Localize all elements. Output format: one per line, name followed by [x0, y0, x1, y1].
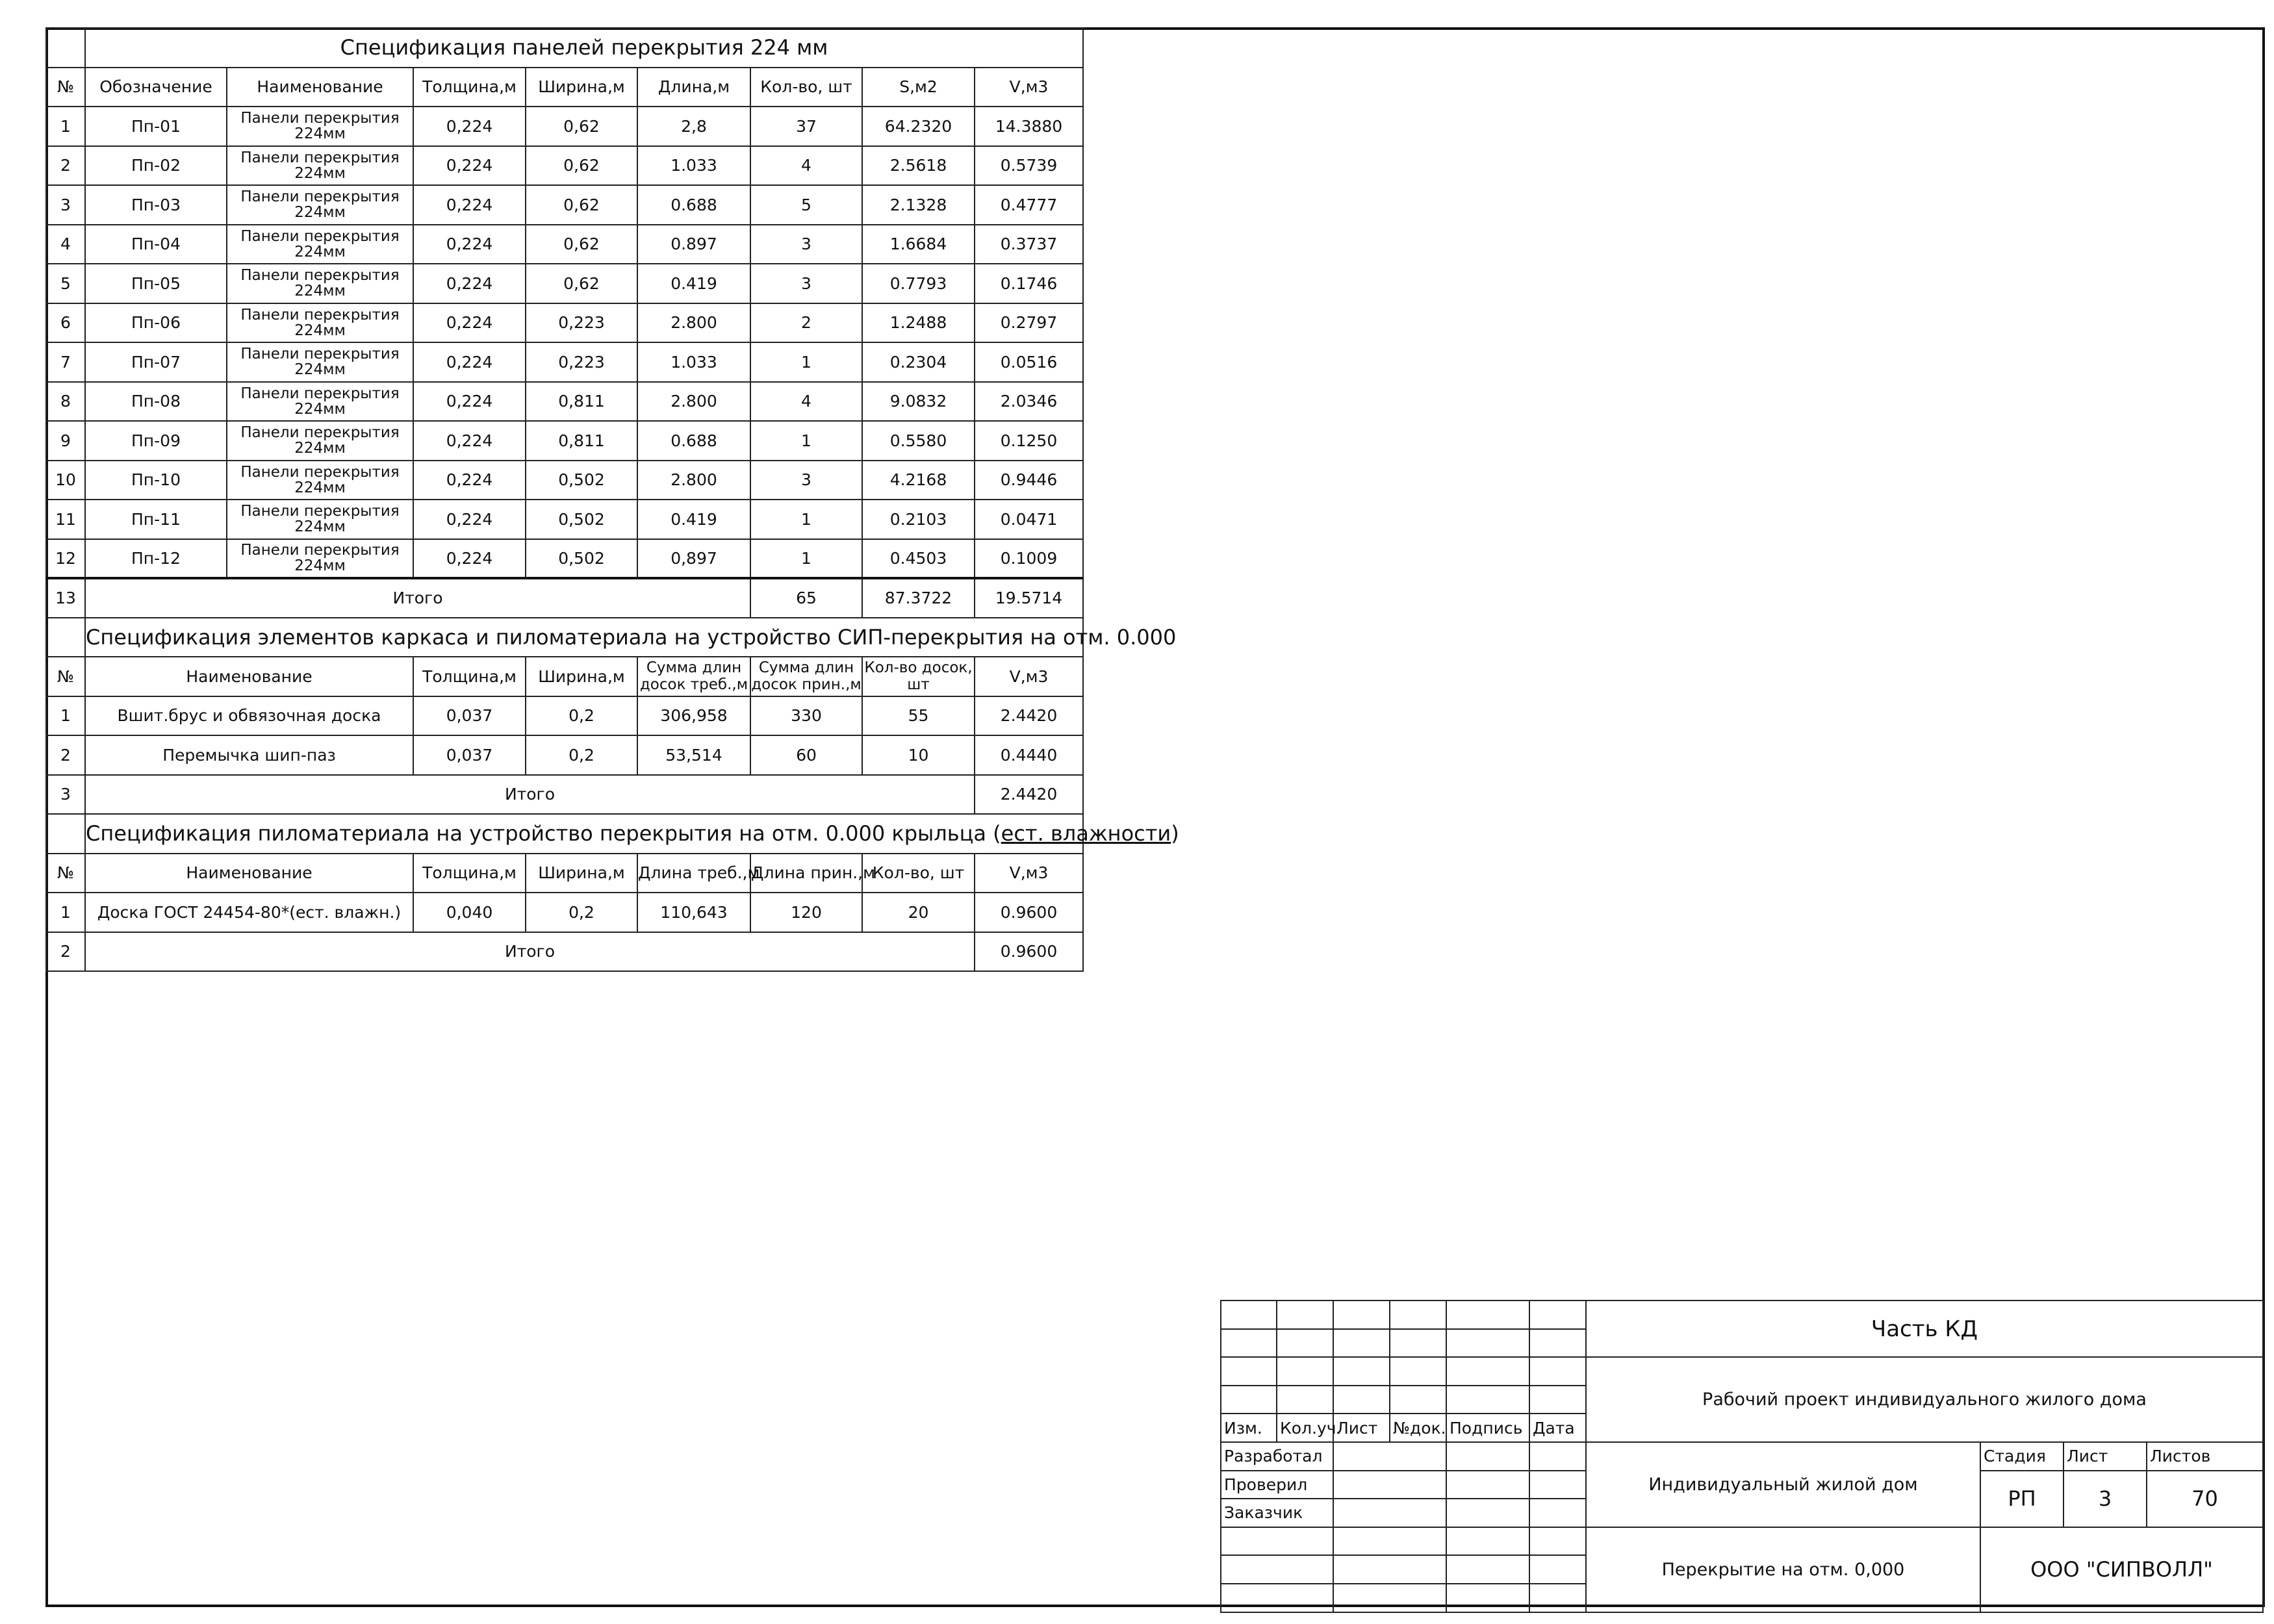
total-volume: 19.5714 — [975, 578, 1083, 618]
column-header: № — [46, 68, 85, 107]
stamp-cell — [1221, 1329, 1277, 1358]
stamp-cell — [1221, 1584, 1333, 1612]
table-cell: 2.5618 — [862, 146, 975, 186]
table-cell: 0.688 — [637, 185, 750, 225]
table-cell: 0.4503 — [862, 539, 975, 579]
table-cell: 9 — [46, 421, 85, 461]
stamp-cell — [1221, 1386, 1277, 1414]
table-cell: 306,958 — [637, 696, 750, 736]
table-cell: 0,224 — [413, 539, 526, 579]
stamp-cell — [1277, 1300, 1333, 1329]
table-cell: 0,2 — [526, 893, 637, 932]
column-header: Кол-во, шт — [862, 854, 975, 893]
table-cell: 0,223 — [526, 342, 637, 382]
table-cell: 0,502 — [526, 539, 637, 579]
stamp-cell — [1333, 1584, 1446, 1612]
stamp-cell — [1446, 1499, 1529, 1527]
table-cell: 1.6684 — [862, 225, 975, 264]
table-cell: Панели перекрытия 224мм — [227, 225, 413, 264]
column-header: Длина треб.,м — [637, 854, 750, 893]
table-cell: 0,62 — [526, 225, 637, 264]
stamp-cell — [1221, 1300, 1277, 1329]
stamp-cell — [1529, 1555, 1586, 1584]
table-cell: Пп-06 — [85, 303, 227, 343]
table-cell: 0.419 — [637, 264, 750, 303]
table-cell: 1.033 — [637, 342, 750, 382]
table-cell: Пп-10 — [85, 461, 227, 500]
table-cell: 10 — [46, 461, 85, 500]
table-cell: 12 — [46, 539, 85, 579]
column-header: Кол-во досок, шт — [862, 657, 975, 696]
table-cell: Панели перекрытия 224мм — [227, 107, 413, 146]
table-cell: 2.4420 — [975, 696, 1083, 736]
table-cell: Панели перекрытия 224мм — [227, 382, 413, 422]
table-cell: Пп-01 — [85, 107, 227, 146]
stamp-cell — [1529, 1329, 1586, 1358]
table-cell: Пп-05 — [85, 264, 227, 303]
stamp-object: Индивидуальный жилой дом — [1586, 1442, 1980, 1527]
table-cell: Панели перекрытия 224мм — [227, 264, 413, 303]
stamp-cell — [1529, 1471, 1586, 1499]
table-cell: 0.9600 — [975, 893, 1083, 932]
table-cell: Панели перекрытия 224мм — [227, 303, 413, 343]
table-cell: 0.2797 — [975, 303, 1083, 343]
table-cell: Панели перекрытия 224мм — [227, 539, 413, 579]
table-cell: 5 — [46, 264, 85, 303]
table-cell: 0,224 — [413, 146, 526, 186]
column-header: № — [46, 854, 85, 893]
stamp-cell — [1529, 1386, 1586, 1414]
stamp-sheet: 3 — [2063, 1471, 2147, 1527]
stamp-cell — [1390, 1357, 1446, 1386]
column-header: Ширина,м — [526, 68, 637, 107]
table-cell: 3 — [750, 225, 862, 264]
table-cell: 1 — [750, 342, 862, 382]
table-cell: 7 — [46, 342, 85, 382]
table-cell: 0.1250 — [975, 421, 1083, 461]
table-cell: 0,502 — [526, 500, 637, 539]
stamp-part: Часть КД — [1586, 1300, 2263, 1357]
stamp-role: Заказчик — [1221, 1499, 1333, 1527]
stamp-cell — [1446, 1527, 1529, 1556]
table-cell: 0,897 — [637, 539, 750, 579]
table-cell: Панели перекрытия 224мм — [227, 146, 413, 186]
stamp-cell — [1529, 1300, 1586, 1329]
table-cell: 2.800 — [637, 382, 750, 422]
stamp-col-header: Изм. — [1221, 1414, 1277, 1442]
column-header: Наименование — [85, 657, 413, 696]
table-cell: 4 — [750, 146, 862, 186]
column-header: Толщина,м — [413, 854, 526, 893]
table-cell: 110,643 — [637, 893, 750, 932]
table-cell: Пп-09 — [85, 421, 227, 461]
porch-title-underlined: ест. влажности — [1001, 821, 1171, 846]
table-cell: Панели перекрытия 224мм — [227, 342, 413, 382]
stamp-sheet-label: Лист — [2063, 1442, 2147, 1471]
table-cell: 6 — [46, 303, 85, 343]
table-cell: 1 — [750, 539, 862, 579]
stamp-cell — [1446, 1300, 1529, 1329]
stamp-sheets-label: Листов — [2147, 1442, 2263, 1471]
table-cell: 4 — [750, 382, 862, 422]
table-cell: 330 — [750, 696, 862, 736]
table-cell: 0,224 — [413, 382, 526, 422]
column-header: V,м3 — [975, 657, 1083, 696]
total-label: Итого — [85, 775, 975, 815]
table-cell: 2.1328 — [862, 185, 975, 225]
stamp-cell — [1446, 1386, 1529, 1414]
porch-table-title — [85, 814, 1179, 854]
table-cell: 37 — [750, 107, 862, 146]
stamp-col-header: Дата — [1529, 1414, 1586, 1442]
table-cell: Панели перекрытия 224мм — [227, 461, 413, 500]
table-cell: 0.0516 — [975, 342, 1083, 382]
table-cell: Панели перекрытия 224мм — [227, 500, 413, 539]
table-cell: Пп-11 — [85, 500, 227, 539]
porch-title-end: ) — [1171, 821, 1179, 846]
table-cell: 0.419 — [637, 500, 750, 539]
stamp-cell — [1529, 1527, 1586, 1556]
stamp-cell — [1333, 1555, 1446, 1584]
total-row-number: 2 — [46, 932, 85, 972]
table-cell: 8 — [46, 382, 85, 422]
stamp-cell — [1446, 1471, 1529, 1499]
stamp-cell — [1333, 1442, 1446, 1471]
stamp-cell — [1446, 1442, 1529, 1471]
table-cell: 4.2168 — [862, 461, 975, 500]
total-volume: 0.9600 — [975, 932, 1083, 972]
column-header: S,м2 — [862, 68, 975, 107]
table-cell: 0,62 — [526, 264, 637, 303]
table-cell: 1 — [46, 107, 85, 146]
table-cell: 53,514 — [637, 735, 750, 775]
stamp-cell — [1333, 1329, 1390, 1358]
stamp-cell — [1333, 1527, 1446, 1556]
table-cell: 1 — [46, 893, 85, 932]
stamp-sheets: 70 — [2147, 1471, 2263, 1527]
table-cell: 0,224 — [413, 225, 526, 264]
column-header: Толщина,м — [413, 657, 526, 696]
column-header: Сумма длин досок прин.,м — [750, 657, 862, 696]
total-row-number: 13 — [46, 578, 85, 618]
stamp-cell — [1446, 1357, 1529, 1386]
stamp-cell — [1446, 1329, 1529, 1358]
total-row-number: 3 — [46, 775, 85, 815]
table-cell: 2.800 — [637, 303, 750, 343]
column-header: Кол-во, шт — [750, 68, 862, 107]
stamp-cell — [1277, 1386, 1333, 1414]
stamp-col-header: Кол.уч. — [1277, 1414, 1333, 1442]
table-cell: 2 — [750, 303, 862, 343]
table-cell: 0,62 — [526, 146, 637, 186]
column-header: Длина,м — [637, 68, 750, 107]
stamp-cell — [1529, 1499, 1586, 1527]
table-cell: 0,62 — [526, 185, 637, 225]
table-cell: Пп-03 — [85, 185, 227, 225]
table-cell: 0,037 — [413, 735, 526, 775]
stamp-cell — [1333, 1357, 1390, 1386]
stamp-cell — [1390, 1329, 1446, 1358]
stamp-cell — [1390, 1300, 1446, 1329]
table-cell: 3 — [46, 185, 85, 225]
table-cell: Пп-07 — [85, 342, 227, 382]
table-cell: 0,2 — [526, 735, 637, 775]
table-cell: 0.9446 — [975, 461, 1083, 500]
table-cell: 2,8 — [637, 107, 750, 146]
table-corner-cell — [46, 618, 85, 657]
stamp-cell — [1333, 1386, 1390, 1414]
stamp-cell — [1529, 1442, 1586, 1471]
table-cell: 0,223 — [526, 303, 637, 343]
table-cell: 60 — [750, 735, 862, 775]
stamp-col-header: Подпись — [1446, 1414, 1529, 1442]
column-header: Ширина,м — [526, 657, 637, 696]
table-cell: 1.033 — [637, 146, 750, 186]
table-cell: Пп-04 — [85, 225, 227, 264]
stamp-cell — [1529, 1584, 1586, 1612]
stamp-stage: РП — [1980, 1471, 2063, 1527]
table-cell: Перемычка шип-паз — [85, 735, 413, 775]
table-cell: 9.0832 — [862, 382, 975, 422]
table-cell: 64.2320 — [862, 107, 975, 146]
table-cell: 0,62 — [526, 107, 637, 146]
table-cell: 0,224 — [413, 461, 526, 500]
table-cell: 0,502 — [526, 461, 637, 500]
title-block — [1220, 1300, 2264, 1613]
table-cell: 3 — [750, 461, 862, 500]
table-cell: Пп-08 — [85, 382, 227, 422]
table-cell: 120 — [750, 893, 862, 932]
table-cell: 0.3737 — [975, 225, 1083, 264]
specification-tables — [45, 27, 1179, 972]
table-cell: 0,224 — [413, 421, 526, 461]
table-cell: 0.5739 — [975, 146, 1083, 186]
table-cell: Пп-02 — [85, 146, 227, 186]
column-header: V,м3 — [975, 68, 1083, 107]
stamp-cell — [1221, 1357, 1277, 1386]
column-header: № — [46, 657, 85, 696]
table-cell: 0,224 — [413, 185, 526, 225]
stamp-cell — [1221, 1527, 1333, 1556]
column-header: Наименование — [85, 854, 413, 893]
table-cell: 0,224 — [413, 500, 526, 539]
table-cell: 5 — [750, 185, 862, 225]
table-cell: 1 — [750, 500, 862, 539]
stamp-cell — [1333, 1499, 1446, 1527]
stamp-col-header: №док. — [1390, 1414, 1446, 1442]
table-cell: 1 — [750, 421, 862, 461]
porch-title-text: Спецификация пиломатериала на устройство перекрытия на отм. 0.000 крыльца ( — [86, 821, 1001, 846]
stamp-cell — [1333, 1300, 1390, 1329]
table-cell: 10 — [862, 735, 975, 775]
table-cell: 0.7793 — [862, 264, 975, 303]
table-cell: 0,2 — [526, 696, 637, 736]
stamp-sheet-title: Перекрытие на отм. 0,000 — [1586, 1527, 1980, 1612]
stamp-cell — [1390, 1386, 1446, 1414]
stamp-cell — [1446, 1584, 1529, 1612]
frame-table-title: Спецификация элементов каркаса и пиломатериала на устройство СИП-перекрытия на отм. 0.000 — [85, 618, 1083, 657]
table-cell: 0,037 — [413, 696, 526, 736]
table-cell: 0,811 — [526, 421, 637, 461]
stamp-stage-label: Стадия — [1980, 1442, 2063, 1471]
column-header: Толщина,м — [413, 68, 526, 107]
table-cell: 0,040 — [413, 893, 526, 932]
stamp-project: Рабочий проект индивидуального жилого дома — [1586, 1357, 2263, 1442]
table-cell: 0,224 — [413, 264, 526, 303]
table-cell: Панели перекрытия 224мм — [227, 185, 413, 225]
table-cell: 0.1009 — [975, 539, 1083, 579]
stamp-cell — [1529, 1357, 1586, 1386]
table-cell: 0.0471 — [975, 500, 1083, 539]
column-header: Наименование — [227, 68, 413, 107]
column-header: Ширина,м — [526, 854, 637, 893]
total-label: Итого — [85, 932, 975, 972]
table-corner-cell — [46, 28, 85, 68]
table-cell: 55 — [862, 696, 975, 736]
stamp-cell — [1333, 1471, 1446, 1499]
table-cell: 0,811 — [526, 382, 637, 422]
table-cell: 0.2304 — [862, 342, 975, 382]
table-cell: 0.2103 — [862, 500, 975, 539]
table-cell: Доска ГОСТ 24454-80*(ест. влажн.) — [85, 893, 413, 932]
total-area: 87.3722 — [862, 578, 975, 618]
table-corner-cell — [46, 814, 85, 854]
table-cell: Панели перекрытия 224мм — [227, 421, 413, 461]
table-cell: 0.4440 — [975, 735, 1083, 775]
stamp-cell — [1446, 1555, 1529, 1584]
stamp-col-header: Лист — [1333, 1414, 1390, 1442]
table-cell: 2 — [46, 735, 85, 775]
stamp-cell — [1277, 1329, 1333, 1358]
stamp-role: Разработал — [1221, 1442, 1333, 1471]
table-cell: 2 — [46, 146, 85, 186]
total-volume: 2.4420 — [975, 775, 1083, 815]
table-cell: 2.800 — [637, 461, 750, 500]
table-cell: 0.897 — [637, 225, 750, 264]
table-cell: 0,224 — [413, 107, 526, 146]
table-cell: 0,224 — [413, 342, 526, 382]
table-cell: Пп-12 — [85, 539, 227, 579]
total-quantity: 65 — [750, 578, 862, 618]
table-cell: 0,224 — [413, 303, 526, 343]
table-cell: Вшит.брус и обвязочная доска — [85, 696, 413, 736]
table-cell: 0.1746 — [975, 264, 1083, 303]
table-cell: 3 — [750, 264, 862, 303]
table-cell: 0.5580 — [862, 421, 975, 461]
table-cell: 11 — [46, 500, 85, 539]
stamp-role: Проверил — [1221, 1471, 1333, 1499]
stamp-cell — [1277, 1357, 1333, 1386]
table-cell: 0.688 — [637, 421, 750, 461]
table-cell: 2.0346 — [975, 382, 1083, 422]
column-header: Сумма длин досок треб.,м — [637, 657, 750, 696]
table-cell: 14.3880 — [975, 107, 1083, 146]
stamp-company: ООО "СИПВОЛЛ" — [1980, 1527, 2263, 1612]
table-cell: 1 — [46, 696, 85, 736]
table-cell: 0.4777 — [975, 185, 1083, 225]
table-cell: 20 — [862, 893, 975, 932]
column-header: V,м3 — [975, 854, 1083, 893]
table-cell: 4 — [46, 225, 85, 264]
panels-table-title: Спецификация панелей перекрытия 224 мм — [85, 28, 1083, 68]
stamp-cell — [1221, 1555, 1333, 1584]
total-label: Итого — [85, 578, 750, 618]
column-header: Обозначение — [85, 68, 227, 107]
column-header: Длина прин.,м — [750, 854, 862, 893]
table-cell: 1.2488 — [862, 303, 975, 343]
